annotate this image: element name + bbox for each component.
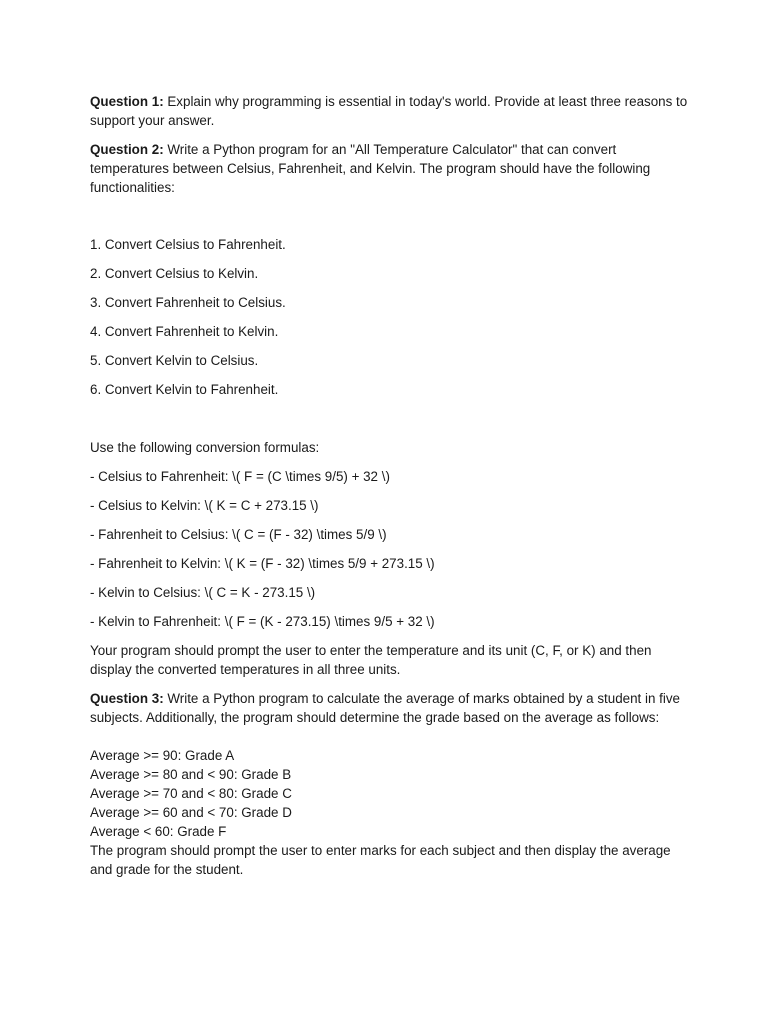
question-1 xyxy=(90,92,690,130)
list-item: 4. Convert Fahrenheit to Kelvin. xyxy=(90,324,279,339)
formulas-intro: Use the following conversion formulas: xyxy=(90,440,320,455)
question-2 xyxy=(90,140,690,197)
grades-list xyxy=(90,746,690,841)
formula-item: - Kelvin to Celsius: \( C = K - 273.15 \) xyxy=(90,585,316,600)
list-item: 6. Convert Kelvin to Fahrenheit. xyxy=(90,382,279,397)
question-3 xyxy=(90,689,690,727)
grade-line: Average < 60: Grade F xyxy=(90,824,227,839)
question-2-text: Write a Python program for an "All Temperature Calculator" that can convert temperatures between Celsius, Fahrenheit, and Kelvin. The program should have the following functionalities: xyxy=(90,142,651,195)
formulas-list xyxy=(90,467,690,631)
closing-paragraph: The program should prompt the user to enter marks for each subject and then display the average and grade for the student. xyxy=(90,843,671,877)
question-2-label: Question 2: xyxy=(90,142,164,157)
formula-item: - Celsius to Kelvin: \( K = C + 273.15 \) xyxy=(90,498,319,513)
formula-item: - Celsius to Fahrenheit: \( F = (C \times 9/5) + 32 \) xyxy=(90,469,390,484)
grade-line: Average >= 90: Grade A xyxy=(90,748,235,763)
list-item: 3. Convert Fahrenheit to Celsius. xyxy=(90,295,286,310)
question-3-text: Write a Python program to calculate the average of marks obtained by a student in five subjects. Additionally, the program should determine the grade based on the average as follows: xyxy=(90,691,680,725)
formula-item: - Fahrenheit to Celsius: \( C = (F - 32) \times 5/9 \) xyxy=(90,527,387,542)
formula-item: - Fahrenheit to Kelvin: \( K = (F - 32) \times 5/9 + 273.15 \) xyxy=(90,556,435,571)
functionalities-list xyxy=(90,235,690,399)
grade-line: Average >= 60 and < 70: Grade D xyxy=(90,805,292,820)
question-1-label: Question 1: xyxy=(90,94,164,109)
question-3-label: Question 3: xyxy=(90,691,164,706)
document-page xyxy=(90,92,690,879)
list-item: 2. Convert Celsius to Kelvin. xyxy=(90,266,259,281)
grade-line: Average >= 70 and < 80: Grade C xyxy=(90,786,292,801)
list-item: 1. Convert Celsius to Fahrenheit. xyxy=(90,237,286,252)
prompt-paragraph: Your program should prompt the user to enter the temperature and its unit (C, F, or K) and then display the converted temperatures in all three units. xyxy=(90,643,652,677)
list-item: 5. Convert Kelvin to Celsius. xyxy=(90,353,259,368)
formula-item: - Kelvin to Fahrenheit: \( F = (K - 273.15) \times 9/5 + 32 \) xyxy=(90,614,435,629)
question-1-text: Explain why programming is essential in today's world. Provide at least three reasons to support your answer. xyxy=(90,94,688,128)
grade-line: Average >= 80 and < 90: Grade B xyxy=(90,767,292,782)
